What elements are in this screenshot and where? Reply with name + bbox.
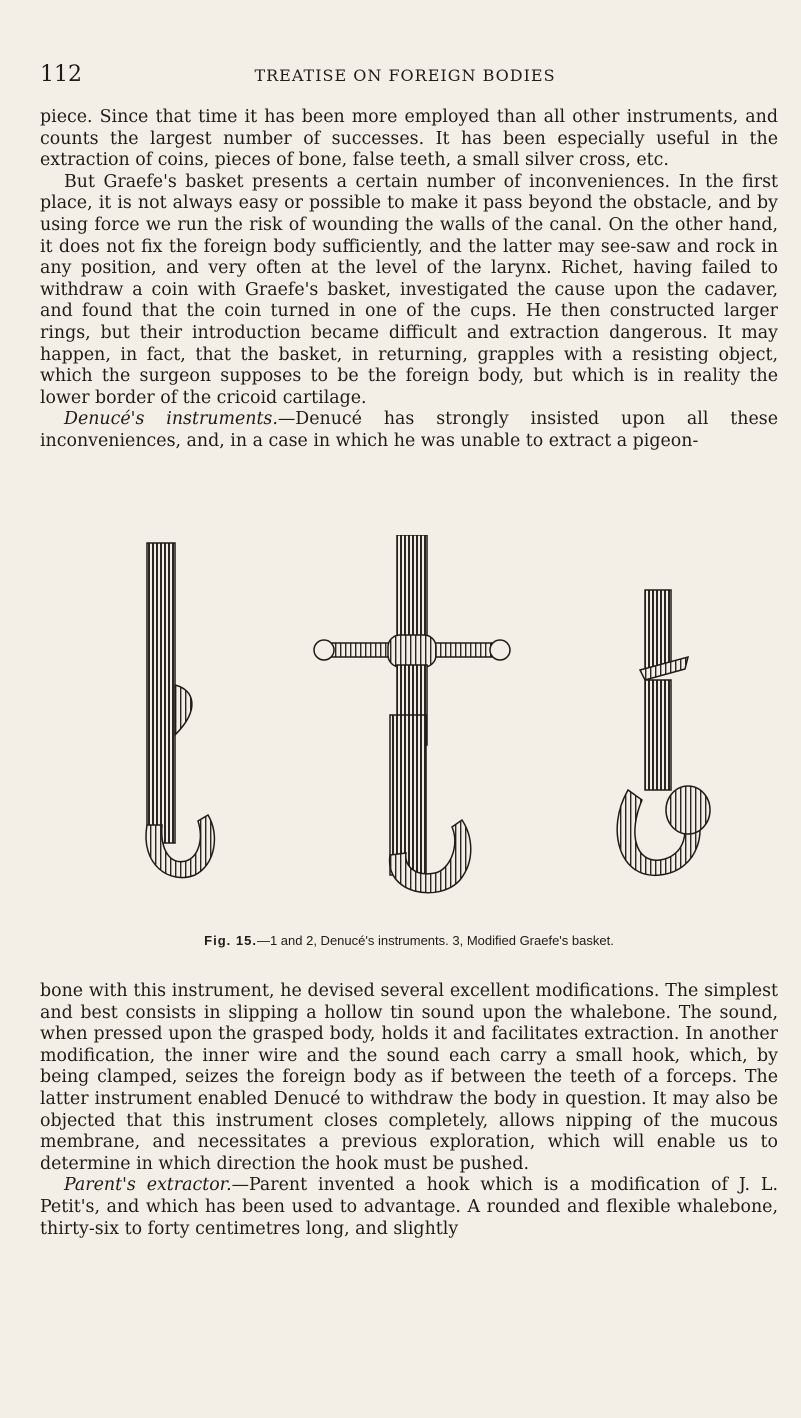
section-heading-parent: Parent's extractor. bbox=[64, 1175, 232, 1196]
figure-caption-text: —1 and 2, Denucé's instruments. 3, Modified Graefe's basket. bbox=[256, 933, 614, 948]
paragraph-parent bbox=[40, 1175, 778, 1240]
instruments-engraving bbox=[100, 535, 800, 915]
denuce-instrument-1 bbox=[146, 543, 214, 878]
paragraph: But Graefe's basket presents a certain number of inconveniences. In the first place, it is not always easy or possible to make it pass beyond the obstacle, and by using force we run the risk of wounding the walls of the canal. On the other hand, it does not fix the foreign body sufficiently, and the latter may see-saw and rock in any position, and very often at the level of the larynx. Richet, having failed to withdraw a coin with Graefe's basket, investigated the cause upon the cadaver, and found that the coin turned in one of the cups. He then constructed larger rings, but their introduction became difficult and extraction dangerous. It may happen, in fact, that the basket, in returning, grapples with a resisting object, which the surgeon supposes to be the foreign body, but which is in reality the lower border of the cricoid cartilage. bbox=[40, 171, 778, 408]
figure-label: Fig. 15. bbox=[204, 933, 257, 948]
running-title: TREATISE ON FOREIGN BODIES bbox=[254, 66, 556, 85]
body-text-top bbox=[40, 107, 778, 453]
page-number: 112 bbox=[40, 62, 82, 87]
denuce-instrument-2 bbox=[314, 535, 510, 893]
graefe-basket-modified bbox=[617, 590, 710, 875]
body-text-bottom bbox=[40, 981, 778, 1240]
section-heading-denuce: Denucé's instruments. bbox=[64, 409, 278, 430]
paragraph-parent-text: —Parent invented a hook which is a modification of J. L. Petit's, and which has been used to advantage. A rounded and flexible whalebone, thirty-six to forty centimetres long, and slightly bbox=[40, 1175, 778, 1239]
page-header bbox=[40, 62, 770, 92]
figure-caption bbox=[40, 933, 778, 948]
figure-15-illustration bbox=[100, 535, 800, 915]
paragraph: bone with this instrument, he devised several excellent modifications. The simplest and best consists in slipping a hollow tin sound upon the whalebone. The sound, when pressed upon the grasped body, holds it and facilitates extraction. In another modification, the inner wire and the sound each carry a small hook, which, by being clamped, seizes the foreign body as if between the teeth of a forceps. The latter instrument enabled Denucé to withdraw the body in question. It may also be objected that this instrument closes completely, allows nipping of the mucous membrane, and necessitates a previous exploration, which will enable us to determine in which direction the hook must be pushed. bbox=[40, 981, 778, 1174]
paragraph-denuce-text: —Denucé has strongly insisted upon all these inconveniences, and, in a case in which he was unable to extract a pigeon- bbox=[40, 409, 778, 451]
paragraph: piece. Since that time it has been more employed than all other instruments, and counts the largest number of successes. It has been especially useful in the extraction of coins, pieces of bone, false teeth, a small silver cross, etc. bbox=[40, 107, 778, 171]
paragraph-denuce bbox=[40, 409, 778, 452]
